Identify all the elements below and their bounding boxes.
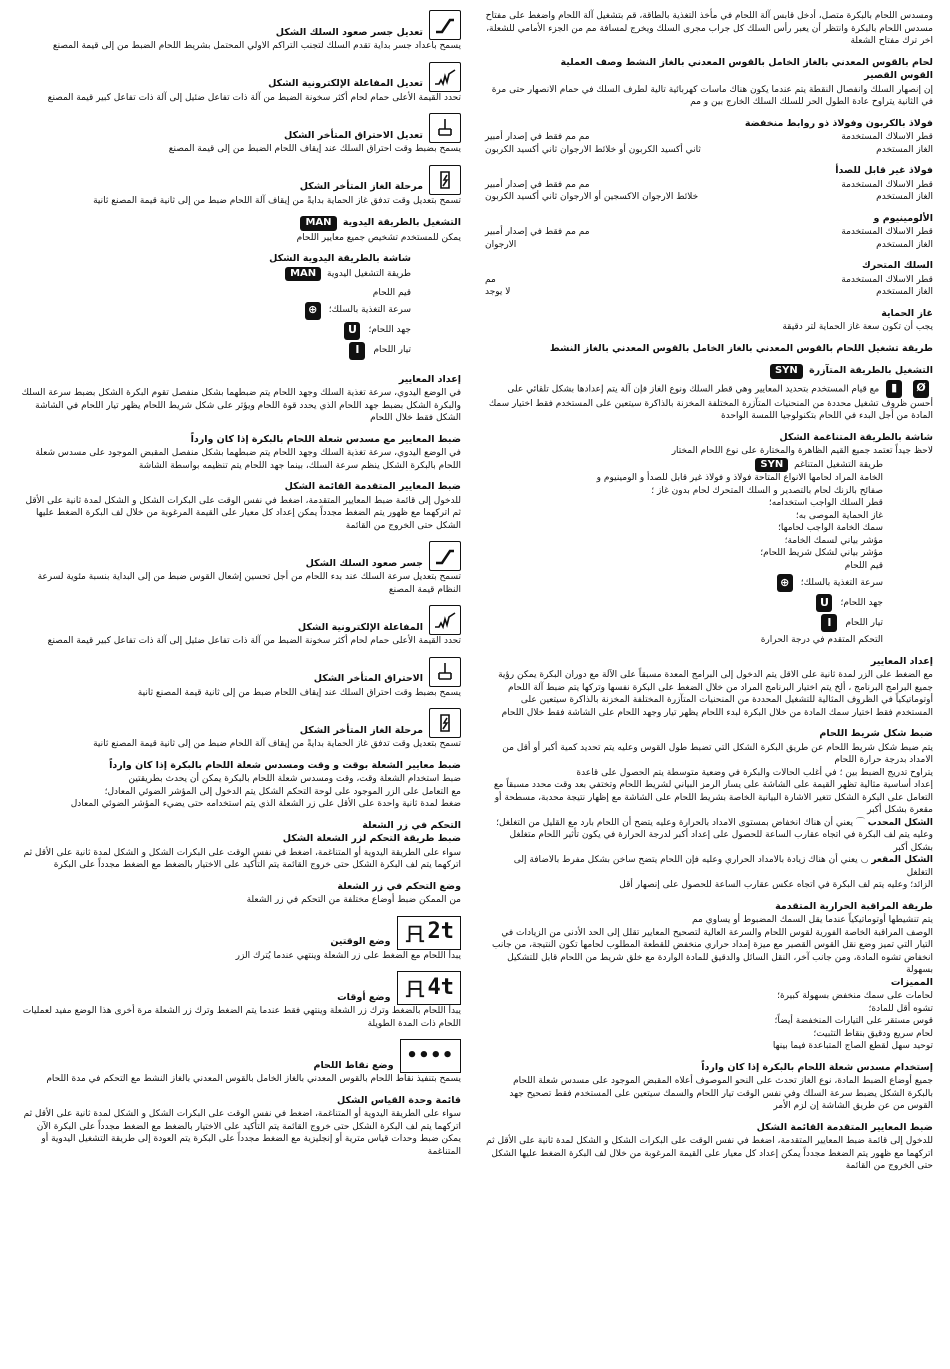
paragraph	[485, 380, 933, 423]
section-synergic	[485, 364, 933, 423]
heading: ضبط معايير الشعلة بوقت و وقت ومسدس شعلة اللحام بالبكرة إذا كان وارداً	[109, 759, 461, 771]
mode-line	[16, 267, 411, 282]
subheading: المميزات	[890, 976, 933, 988]
heading: فولاذ بالكربون وفولاذ ذو روابط منخفضة	[744, 117, 933, 129]
kv-value: خلائط الارجوان الاكسجين أو الارجوان ثاني أكسيد الكربون	[485, 192, 699, 202]
heading: ضبط المعايير المتقدمة القائمة الشكل	[756, 1121, 933, 1133]
syn-list	[485, 458, 883, 647]
kv-gas	[485, 191, 933, 204]
section-spot-time	[16, 760, 461, 811]
paragraph: يتم تنشيطها أوتوماتيكياً عندما يقل السمك المضبوط أو يساوي مم	[692, 915, 933, 925]
heading: تعديل جسر صعود السلك الشكل	[275, 26, 423, 38]
section-torch-button	[16, 820, 461, 872]
kv-wire	[485, 274, 933, 287]
list-item: غاز الحماية الموصى به؛	[795, 510, 883, 521]
kv-value: مم مم فقط في إصدار أمبير	[485, 179, 590, 190]
paragraph: ضغط لمدة ثانية واحدة على الأقل على زر الشعلة الذي يتم استخدامه حتى يضيء المؤشر الضوئي المعادل	[70, 799, 461, 809]
section-stainless	[485, 165, 933, 204]
paragraph: سواء على الطريقة اليدوية أو المتناغمة، اضغط في نفس الوقت على البكرات الشكل و الشكل لمدة ثانية على الأقل ثم اتركهما يتم لف البكرة الشكل حتى خروج القائمة يتم التأكيد على الاختيار بالضغط مع الضغط مجدداً على البكرة الآن يمكن ضبط وحدات قياس مترية أو إنجليزية مع الضغط مجدداً على البكرة يتم العودة إلى طريقة التشغيل اليدوية أو المتناغمة	[23, 1109, 461, 1157]
list-item: مؤشر بياني لسمك الخامة؛	[784, 535, 883, 546]
param-label: تيار اللحام	[845, 617, 883, 628]
section-carbon-steel	[485, 118, 933, 157]
paragraph: تسمح بتعديل سرعة السلك عند بدء اللحام من أجل تحسين إشعال القوس ضبط من إلى البداية بنسبة مئوية لسرعة النظام قيمة المصنع	[37, 572, 461, 595]
heading: شاشة بالطريقة المتناغمة الشكل	[779, 431, 933, 443]
man-badge: MAN	[300, 216, 336, 231]
heading: ضبط شكل شريط اللحام	[819, 728, 933, 739]
paragraph: من الممكن ضبط أوضاع مختلفة من التحكم في زر الشعلة	[246, 895, 461, 905]
paragraph: في الوضع اليدوي، سرعة تغذية السلك وجهد اللحام يتم ضبطهما بشكل منفصل تقوم البكرة الشكل بضبط سرعة السلك والبكرة الشكل بضبط جهد اللحام الذي يحدد قوة اللحام ويؤثر على شكل شريط اللحام يظهر تيار اللحام في الشاشة الشكل فقط خلال اللحام	[21, 388, 461, 423]
heading: تعديل المفاعلة الإلكترونية الشكل	[268, 78, 423, 89]
wire-speed-icon: ⊕	[777, 574, 793, 592]
paragraph: ضبط استخدام الشعلة وقت، وقت ومسدس شعلة اللحام بالبكرة يمكن أن يحدث بطريقتين	[128, 774, 461, 784]
values-title: قيم اللحام	[372, 288, 411, 298]
heading: ضبط المعايير مع مسدس شعلة اللحام بالبكرة إذا كان وارداً	[190, 433, 461, 445]
section-shield-gas	[485, 308, 933, 334]
section-params-setup	[16, 374, 461, 425]
convex-line	[485, 817, 933, 830]
param-voltage	[16, 322, 411, 340]
section-inductance	[16, 62, 461, 105]
heading: السلك المتحرك	[861, 260, 933, 271]
burn-back-icon	[429, 113, 461, 143]
concave-label: الشكل المقعر	[871, 855, 933, 865]
section-aluminium	[485, 213, 933, 252]
kv-gas	[485, 239, 933, 252]
mode-label: طريقة التشغيل المتناغم	[794, 459, 883, 470]
heading: إعداد المعايير	[870, 655, 933, 667]
paragraph: مع الضغط على الزر لمدة ثانية على الاقل يتم الدخول إلى البرامج المعدة مسبقاً على الآلة مع دوران البكرة يمكن رؤية جميع البرامج البرنامج ، ألخ يتم اختيار البرنامج المراد من خلال الضغط على البكرة نفسها وتركها يتم ضبط آلة اللحام أوتوماتيكياً في الظروف المثالية للتشغيل المحددة من المنحنيات المتآزرة المختلفة المخزنة بالذاكرة سيتعين على المستخدم فقط اختيار سمك المادة من خلال البكرة لبدء اللحام يظهر تيار وجهد اللحام على الشاشة فقط خلال اللحام	[498, 670, 933, 718]
list-item: توحيد سهل لقطع الصاج المتباعدة فيما بينها	[772, 1041, 933, 1051]
section-inductance-2	[16, 605, 461, 648]
section-intro	[485, 10, 933, 48]
paragraph: يمكن للمستخدم تشخيص جميع معايير اللحام	[296, 232, 461, 243]
section-spool-gun-right	[485, 1062, 933, 1113]
section-manual	[16, 216, 461, 244]
gas-flow-icon	[429, 165, 461, 195]
kv-value: مم مم فقط في إصدار أمبير	[485, 227, 590, 237]
paragraph: يبدأ اللحام بالضغط وترك زر الشعلة وينتهي فقط عندما يتم الضغط وترك زر الشعلة مرة أخرى هذا الوضع مفيد لعمليات اللحام ذات المدة الطويلة	[22, 1006, 461, 1029]
man-badge: MAN	[285, 267, 321, 282]
section-units	[16, 1095, 461, 1159]
paragraph: للدخول إلى قائمة ضبط المعايير المتقدمة، اضغط في نفس الوقت على البكرات الشكل و الشكل لمدة ثانية على الأقل ثم اتركهما مع ظهور يتم الضغط مجدداً يمكن إعداد كل معيار على القيمة المرغوبة من خلال لف البكرة الضغط عليها الشكل حتى الخروج من القائمة	[25, 495, 461, 531]
spot-icon	[400, 1039, 461, 1073]
paragraph: يسمح بتنفيذ نقاط اللحام بالقوس المعدني بالغاز الخامل بالقوس المعدني بالغاز النشط مع التحكم في مدة اللحام	[46, 1074, 461, 1084]
heading: مرحلة الغاز المتأخر الشكل	[299, 724, 423, 736]
heading: قائمة وحدة القياس الشكل	[337, 1094, 461, 1106]
heading: طريقة تشغيل اللحام بالقوس المعدني بالغاز الخامل بالقوس المعدني بالغاز النشط	[549, 342, 933, 354]
section-manual-screen	[16, 253, 411, 360]
param-wire-speed	[485, 574, 883, 592]
list-item: التحكم المتقدم في درجة الحرارة	[760, 635, 883, 645]
paragraph: تسمح بتعديل وقت تدفق غاز الحماية بدايةً من إيقاف آلة اللحام ضبط من إلى ثانية قيمة المصنع ثانية	[93, 739, 461, 749]
left-column	[16, 10, 461, 1167]
heading: وضع التحكم في زر الشعلة	[337, 880, 461, 892]
paragraph: ومسدس اللحام بالبكرة متصل، أدخل قابس آلة اللحام في مأخذ التغذية بالطاقة، قم بتشغيل آلة اللحام واضغط على مفتاح مسدس اللحام بالبكرة وانتظر أن يعبر رأس السلك كل جراب مجرى السلك ويخرج لمسافة مم من الجزء الأمامي للشعلة، اخر ترك مفتاح الشعلة	[485, 11, 933, 46]
list-item: سمك الخامة الواجب لحامها؛	[777, 523, 883, 533]
section-cored	[485, 260, 933, 299]
two-t-icon	[397, 916, 462, 950]
gas-flow-icon	[429, 708, 461, 738]
heading	[16, 216, 461, 231]
wire-ramp-icon	[429, 541, 461, 571]
synergic-title: التشغيل بالطريقة المتآزرة	[809, 365, 933, 376]
paragraph: إن إنصهار السلك وانفصال النقطة يتم عندما يكون هناك ماسات كهربائية تالية لطرف السلك في حمام الانصهار حتى مرة في الثانية يتراوح عادة الطول الحر للسلك السلك الخارج بين و مم	[491, 84, 933, 107]
list-item: لحام سريع ودقيق بنقاط التثبيت؛	[813, 1028, 933, 1039]
section-advanced	[16, 481, 461, 532]
section-syn-screen	[485, 432, 933, 647]
list-item: قوس مستقر على التيارات المنخفضة أيضاً؛	[774, 1016, 933, 1026]
two-t-label: 2t	[427, 919, 454, 945]
heading: إستخدام مسدس شعلة اللحام بالبكرة إذا كان وارداً	[701, 1061, 933, 1073]
kv-label: قطر الاسلاك المستخدمة	[841, 274, 933, 285]
paragraph: تسمح بتعديل وقت تدفق غاز الحماية بدايةً من إيقاف آلة اللحام ضبط من إلى ثانية قيمة المصنع ثانية	[93, 195, 461, 206]
paragraph: يتراوح تدريج الضبط بين ؛ في أغلب الحالات والبكرة في وضعية متوسطة يتم الحصول على قاعدة	[576, 767, 933, 778]
param-label: تيار اللحام	[373, 345, 411, 356]
kv-label: الغاز المستخدم	[876, 192, 933, 202]
kv-wire	[485, 226, 933, 239]
paragraph: إعداد أساسية مثالية تظهر القيمة على الشاشة على يسار الرمز البياني لشريط اللحام وتختفي بعد وقت محدد مسبقاً مع التعامل على البكرة الشكل تتغير الاشارة البيانية الخاصة بشريط اللحام على الشاشة مع إظهار نتيجة محدبة، مسطحة أو مقعرة بشكل أكبر	[493, 780, 933, 815]
section-2t	[16, 916, 461, 963]
heading: الاحتراق المتأخر الشكل	[313, 673, 423, 684]
spot-label: ••••	[406, 1044, 454, 1066]
heading: إعداد المعايير	[398, 373, 461, 385]
kv-gas	[485, 286, 933, 299]
inductance-icon	[429, 605, 461, 635]
current-icon: I	[821, 614, 837, 632]
heading: المفاعلة الإلكترونية الشكل	[297, 621, 423, 633]
heading: وضع نقاط اللحام	[313, 1059, 394, 1071]
section-wire-slow-start-2	[16, 541, 461, 596]
section-burn-back-2	[16, 657, 461, 700]
heading: وضع الوقتين	[330, 936, 391, 947]
heading	[485, 364, 933, 379]
kv-label: قطر الاسلاك المستخدمة	[841, 179, 933, 190]
heading: التحكم في زر الشعلة	[362, 819, 461, 831]
paragraph: تحدد القيمة الأعلى حمام لحام أكثر سخونة الضبط من آلة ذات تفاعل ضئيل إلى آلة ذات تفاعل كبير قيمة المصنع	[47, 636, 461, 646]
inductance-icon	[429, 62, 461, 92]
param-label: سرعة التغذية بالسلك؛	[800, 577, 883, 588]
burn-back-icon	[429, 657, 461, 687]
list-item: لحامات على سمك منخفض بسهولة كبيرة؛	[777, 991, 933, 1001]
paragraph: وعليه يتم لف البكرة في اتجاه عقارب الساعة للحصول على إعداد أكبر لدرجة الحرارة في يكون تأثير اللحام متغلغل بشكل أكبر	[509, 830, 933, 853]
kv-value: ثاني أكسيد الكربون أو خلائط الارجوان ثاني أكسيد الكربون	[485, 144, 701, 155]
wire-diameter-icon: Ø	[913, 380, 929, 398]
param-current	[16, 342, 411, 360]
param-label: سرعة التغذية بالسلك؛	[328, 305, 411, 316]
heading: فولاذ غير قابل للصدأ	[835, 165, 933, 176]
param-voltage	[485, 594, 883, 612]
convex-label: الشكل المحدب	[867, 817, 933, 828]
wire-ramp-icon	[429, 10, 461, 40]
heading: تعديل الاحتراق المتأخر الشكل	[284, 129, 423, 141]
paragraph: للدخول إلى قائمة ضبط المعايير المتقدمة، اضغط في نفس الوقت على البكرات الشكل و الشكل لمدة ثانية على الأقل ثم اتركهما مع ظهور يتم الضغط مجدداً يمكن إعداد كل معيار على القيمة المرغوبة من خلال لف البكرة الضغط عليها الشكل حتى الخروج من القائمة	[486, 1136, 933, 1171]
section-advanced-right	[485, 1122, 933, 1173]
kv-value: الارجوان	[485, 239, 517, 250]
heading: غاز الحماية	[881, 307, 933, 319]
heading: مرحلة الغاز المتأخر الشكل	[299, 181, 423, 192]
four-t-label: 4t	[427, 974, 454, 1000]
convex-text: يعني أن هناك انخفاض بمستوى الامداد بالحرارة وعليه يتضح أن اللحام بارد مع القليل من التغلغل؛	[496, 817, 853, 828]
section-post-gas-2	[16, 708, 461, 751]
subheading: القوس القصير	[864, 70, 933, 81]
current-icon: I	[349, 342, 365, 360]
kv-gas	[485, 144, 933, 157]
kv-value: مم مم فقط في إصدار أمبير	[485, 132, 590, 142]
voltage-icon: U	[816, 594, 832, 612]
section-post-gas	[16, 165, 461, 208]
section-operation	[485, 343, 933, 356]
heading: جسر صعود السلك الشكل	[305, 557, 423, 569]
kv-wire	[485, 179, 933, 192]
mode-label: طريقة التشغيل اليدوية	[327, 268, 411, 279]
section-burn-back	[16, 113, 461, 156]
list-item: صفائح بالزنك لحام بالتصدير و السلك المتحرك لحام بدون غاز ؛	[651, 485, 883, 496]
heading: لحام بالقوس المعدني بالغاز الخامل بالقوس المعدني بالغاز النشط وصف العملية	[560, 56, 933, 68]
section-thermal	[485, 901, 933, 1053]
heading: الألومينيوم و	[873, 212, 933, 224]
kv-value: مم	[485, 274, 496, 285]
mode-line	[485, 458, 883, 473]
kv-label: الغاز المستخدم	[876, 287, 933, 297]
section-4t	[16, 971, 461, 1030]
paragraph: يتم ضبط شكل شريط اللحام عن طريق البكرة الشكل التي تضبط طول القوس وعليه يتم تحديد كمية أكبر أو أقل من الامداد بدرجة حرارة اللحام	[502, 742, 933, 765]
heading: طريقة المراقبة الحرارية المتقدمة	[775, 900, 933, 912]
param-label: جهد اللحام؛	[840, 597, 883, 608]
concave-bead-icon: ◡	[860, 855, 869, 865]
section-spot	[16, 1039, 461, 1086]
manual-title: التشغيل بالطريقة اليدوية	[342, 217, 461, 228]
section-torch-modes	[16, 881, 461, 907]
concave-text: يعني أن هناك زيادة بالامداد الحراري وعليه فإن اللحام يتضح ساخن بشكل مفرط بالاضافة إلى التغلغل	[513, 855, 933, 878]
list-item: مؤشر بياني لشكل شريط اللحام؛	[760, 548, 883, 558]
paragraph: الزائد؛ وعليه يتم لف البكرة في اتجاه عكس عقارب الساعة للحصول على إنصهار أقل	[619, 880, 933, 890]
synergic-text: مع قيام المستخدم بتحديد المعايير وهي قطر السلك ونوع الغاز فإن آلة يتم إعدادها بشكل تلقائي على أحسن ظروف تشغيل محددة من المنحنيات المتآزرة المختلفة المخزنة بالذاكرة سيتعين على المستخدم فقط اختيار سمك المادة من أجل البدء في اللحام بتكنولوجيا اللمسة الواحدة	[488, 384, 933, 421]
paragraph: يسمح بضبط وقت احتراق السلك عند إيقاف اللحام ضبط من إلى ثانية قيمة المصنع ثانية	[137, 687, 461, 698]
paragraph: يسمح بضبط وقت احتراق السلك عند إيقاف اللحام الضبط من إلى قيمة المصنع	[168, 144, 461, 154]
kv-value: لا يوجد	[485, 287, 511, 297]
section-spool-gun	[16, 434, 461, 473]
paragraph: يسمح باعداد جسر بداية تقدم السلك لتجنب التراكم الاولي المحتمل بشريط اللحام الضبط من إلى قيمة المصنع	[52, 41, 461, 51]
list-item: الخامة المراد لحامها الانواع المتاحة فولاذ و فولاذ غير قابل للصدأ و الومينيوم و	[596, 473, 883, 483]
syn-badge: SYN	[770, 364, 803, 379]
heading: وضع أوقات	[337, 991, 391, 1003]
paragraph: جميع أوضاع الضبط المادة، نوع الغاز تحدث على النحو الموصوف أعلاه المقبض الموجود على مسدس شعلة اللحام بالبكرة الشكل يضبط سرعة السلك وفي نفس الوقت تيار اللحام والسمك سيتعين على المستخدم فقط تصحيح جهد القوس من عن طريق الشاشة إن لزم الأمر	[509, 1076, 933, 1111]
section-mig-mag	[485, 57, 933, 109]
kv-label: قطر الاسلاك المستخدمة	[841, 227, 933, 237]
section-wire-slow-start	[16, 10, 461, 53]
paragraph: الوصف المراقبة الخاصة الفورية لقوس اللحام والسرعة العالية لتصحيح المعايير تقلل إلى الحد الأدنى من الزيادات في التيار التي تميز وضع نقل القوس القصير مع ميزة إمداد حراري منخفض للقطعة المطلوب لحامها تكون النتيجة، من جانب انخفاض تشوه المادة، ومن جانب آخر، النقل السائل والدقيق للمادة الواردة مع خلق شريط من اللحام قابل للتشكيل بسهولة	[492, 927, 933, 975]
paragraph: سواء على الطريقة اليدوية أو المتناغمة، اضغط في نفس الوقت على البكرات الشكل و الشكل لمدة ثانية على الأقل ثم اتركهما يتم لف البكرة الشكل حتى خروج القائمة يتم التأكيد على الاختيار بالضغط مع الضغط مجدداً على البكرة	[23, 847, 461, 870]
kv-label: قطر الاسلاك المستخدمة	[841, 132, 933, 142]
right-column	[485, 10, 933, 1182]
kv-label: الغاز المستخدم	[876, 144, 933, 155]
gas-type-icon: ▮	[886, 380, 902, 398]
subheading: ضبط طريقة التحكم لزر الشعلة الشكل	[282, 833, 461, 844]
paragraph: مع التعامل على الزر الموجود على لوحة التحكم الشكل يتم الدخول إلى المؤشر الضوئي المعادل؛	[104, 786, 461, 797]
section-bead	[485, 728, 933, 892]
syn-badge: SYN	[755, 458, 788, 473]
heading: ضبط المعايير المتقدمة القائمة الشكل	[284, 481, 461, 492]
list-item: تشوه أقل للمادة؛	[868, 1003, 933, 1014]
paragraph: في الوضع اليدوي، سرعة تغذية السلك وجهد اللحام يتم ضبطهما بشكل منفصل المقبض الموجود على مسدس شعلة اللحام بالبكرة الشكل ينظم سرعة السلك، بينما جهد اللحام يتم تنظيمه بواسطة الشاشة	[35, 448, 461, 471]
heading: شاشة بالطريقة اليدوية الشكل	[269, 253, 411, 264]
values-title: قيم اللحام	[844, 560, 883, 571]
param-label: جهد اللحام؛	[368, 325, 411, 336]
param-wire-speed	[16, 302, 411, 320]
paragraph: يبدأ اللحام مع الضغط على زر الشعلة وينتهي عندما يُترك الزر	[235, 950, 461, 961]
wire-speed-icon: ⊕	[305, 302, 321, 320]
param-current	[485, 614, 883, 632]
list-item: قطر السلك الواجب استخدامه؛	[768, 498, 883, 508]
section-params	[485, 656, 933, 720]
convex-bead-icon: ⌒	[855, 817, 865, 828]
paragraph: لاحظ جيداً تعتمد جميع القيم الظاهرة والمختارة على نوع اللحام المختار	[671, 446, 933, 456]
four-t-icon	[397, 971, 462, 1005]
voltage-icon: U	[344, 322, 360, 340]
paragraph: تحدد القيمة الأعلى حمام لحام أكثر سخونة الضبط من آلة ذات تفاعل ضئيل إلى آلة ذات تفاعل كبير قيمة المصنع	[47, 92, 461, 103]
kv-wire	[485, 131, 933, 144]
kv-label: الغاز المستخدم	[876, 239, 933, 250]
concave-line	[485, 854, 933, 879]
paragraph: يجب أن تكون سعة غاز الحماية لتر دقيقة	[782, 322, 933, 332]
